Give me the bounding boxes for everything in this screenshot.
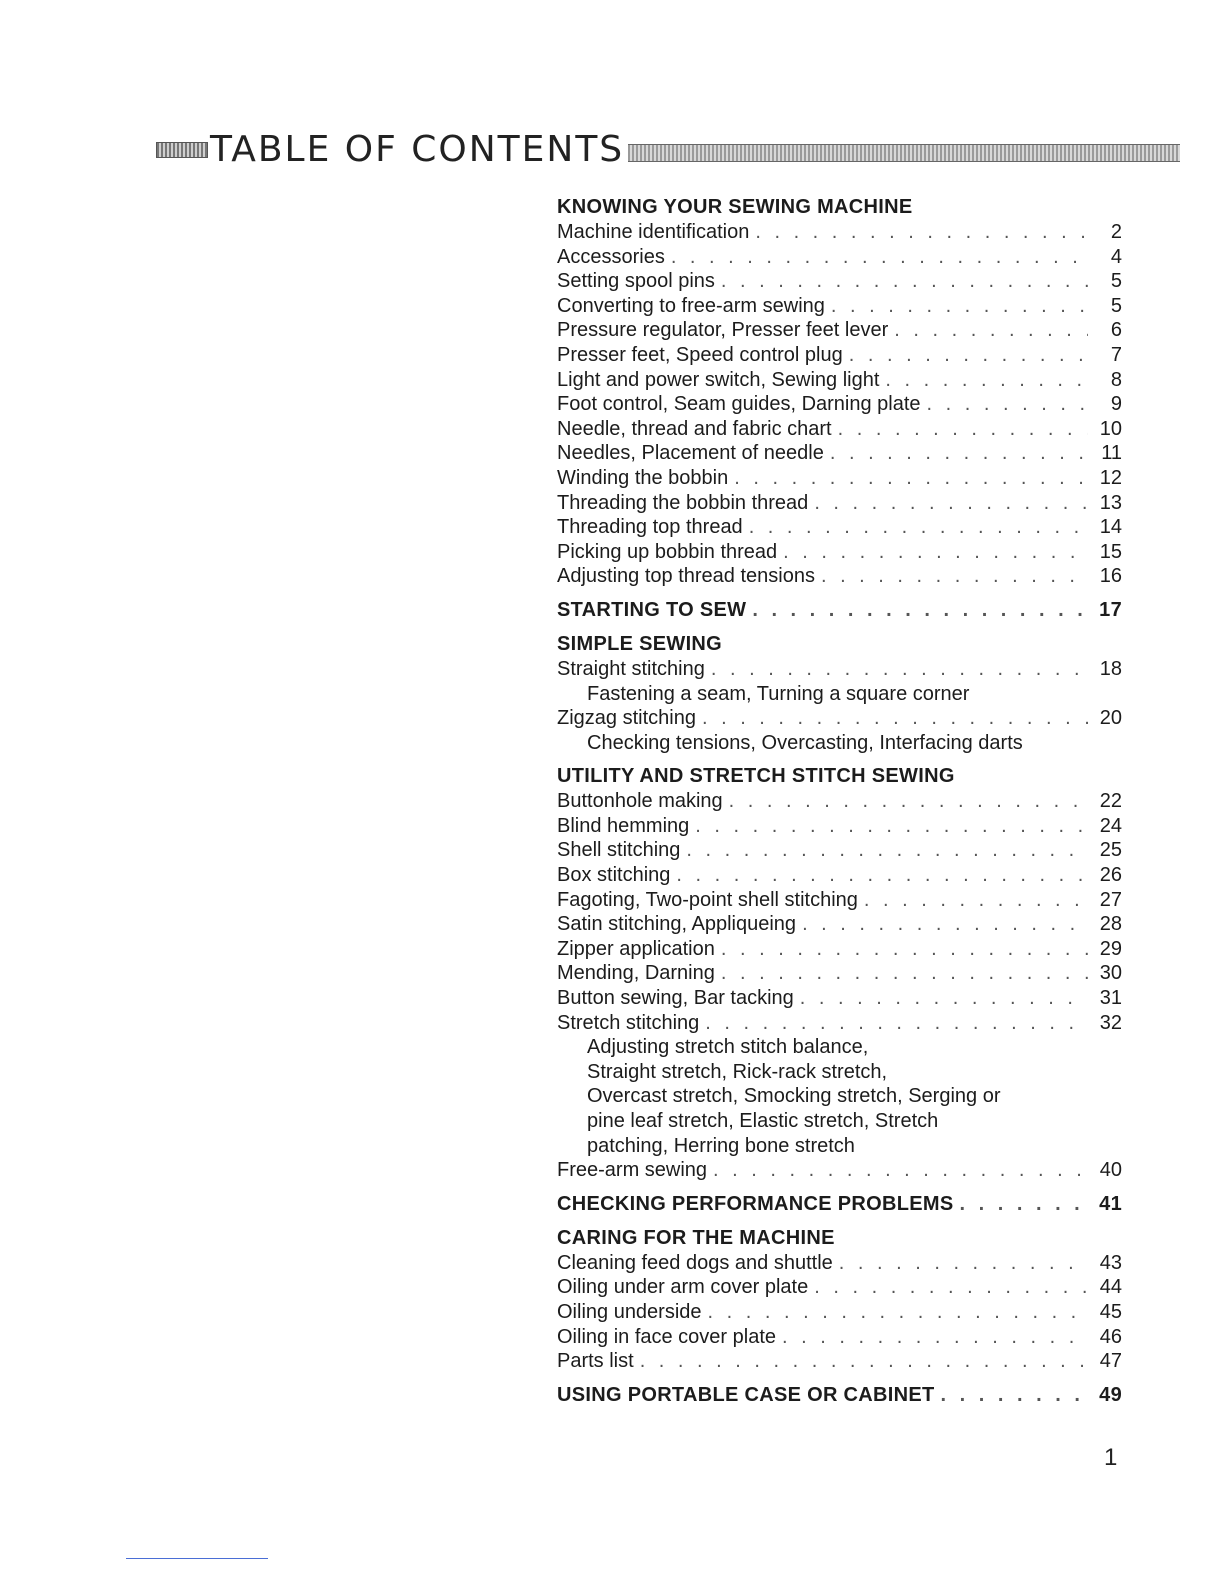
toc-section <box>557 764 1122 1183</box>
toc-page-number: 49 <box>1099 1383 1122 1406</box>
toc-entry[interactable] <box>557 961 1122 986</box>
toc-entry[interactable] <box>557 368 1122 393</box>
toc-entry-label: Oiling under arm cover plate <box>557 1276 809 1299</box>
toc-entry[interactable] <box>557 706 1122 731</box>
dot-leader <box>702 706 1088 731</box>
toc-entry[interactable] <box>557 392 1122 417</box>
dot-leader <box>711 657 1088 682</box>
toc-entry-label: Free-arm sewing <box>557 1159 708 1182</box>
dot-leader <box>927 392 1088 417</box>
page-title: TABLE OF CONTENTS <box>210 129 625 170</box>
toc-subentry: Adjusting stretch stitch balance, <box>587 1036 869 1059</box>
toc-entry[interactable] <box>557 515 1122 540</box>
toc-entry[interactable] <box>557 863 1122 888</box>
table-of-contents <box>557 195 1122 1417</box>
toc-entry[interactable] <box>557 986 1122 1011</box>
toc-entry-label: Satin stitching, Appliqueing <box>557 913 797 936</box>
toc-section <box>557 598 1122 623</box>
toc-section-heading: KNOWING YOUR SEWING MACHINE <box>557 196 913 218</box>
toc-page-number: 12 <box>1099 466 1122 489</box>
toc-entry-label: Presser feet, Speed control plug <box>557 343 843 366</box>
toc-section-heading: CARING FOR THE MACHINE <box>557 1226 835 1249</box>
toc-page-number: 16 <box>1099 565 1122 588</box>
toc-section <box>557 1226 1122 1374</box>
toc-page-number: 13 <box>1099 491 1122 514</box>
toc-entry[interactable] <box>557 888 1122 913</box>
toc-entry-label: Needle, thread and fabric chart <box>557 417 832 440</box>
toc-page-number: 41 <box>1099 1192 1122 1215</box>
toc-page-number: 46 <box>1099 1325 1122 1348</box>
dot-leader <box>752 598 1088 623</box>
toc-entry[interactable] <box>557 441 1122 466</box>
dot-leader <box>800 986 1088 1011</box>
toc-page-number: 26 <box>1099 864 1122 887</box>
toc-heading-label: STARTING TO SEW <box>557 598 747 621</box>
dot-leader <box>721 961 1088 986</box>
toc-entry[interactable] <box>557 912 1122 937</box>
toc-entry-label: Threading the bobbin thread <box>557 491 809 514</box>
toc-entry[interactable] <box>557 937 1122 962</box>
toc-entry-label: Zipper application <box>557 937 715 960</box>
toc-page-number: 18 <box>1099 657 1122 680</box>
toc-subentry: Checking tensions, Overcasting, Interfacing darts <box>587 731 1023 754</box>
toc-page-number: 22 <box>1099 790 1122 813</box>
dot-leader <box>755 220 1088 245</box>
toc-entry-label: Parts list <box>557 1350 634 1373</box>
toc-heading-entry[interactable] <box>557 1192 1122 1217</box>
toc-section-heading: UTILITY AND STRETCH STITCH SEWING <box>557 765 955 788</box>
title-decor-left <box>156 142 208 158</box>
toc-page-number: 29 <box>1099 937 1122 960</box>
dot-leader <box>640 1349 1088 1374</box>
toc-entry[interactable] <box>557 269 1122 294</box>
toc-section <box>557 1383 1122 1408</box>
dot-leader <box>783 540 1088 565</box>
dot-leader <box>849 343 1088 368</box>
toc-entry[interactable] <box>557 466 1122 491</box>
dot-leader <box>831 294 1088 319</box>
toc-entry-label: Light and power switch, Sewing light <box>557 368 880 391</box>
toc-page-number: 5 <box>1110 294 1122 317</box>
toc-entry-label: Needles, Placement of needle <box>557 442 824 465</box>
toc-entry-label: Box stitching <box>557 864 671 887</box>
toc-entry[interactable] <box>557 789 1122 814</box>
toc-entry-label: Zigzag stitching <box>557 707 696 730</box>
dot-leader <box>814 491 1088 516</box>
toc-section <box>557 632 1122 755</box>
toc-entry[interactable] <box>557 540 1122 565</box>
toc-entry-label: Machine identification <box>557 221 750 243</box>
dot-leader <box>686 838 1088 863</box>
dot-leader <box>864 888 1088 913</box>
toc-entry[interactable] <box>557 343 1122 368</box>
toc-entry[interactable] <box>557 838 1122 863</box>
toc-heading-entry[interactable] <box>557 1383 1122 1408</box>
toc-entry-label: Threading top thread <box>557 516 743 539</box>
toc-subentry: Straight stretch, Rick-rack stretch, <box>587 1060 888 1083</box>
toc-page-number: 15 <box>1099 540 1122 563</box>
toc-page-number: 30 <box>1099 962 1122 985</box>
footer-rule <box>126 1558 268 1559</box>
toc-page-number: 14 <box>1099 516 1122 539</box>
toc-entry-label: Fagoting, Two-point shell stitching <box>557 888 858 911</box>
toc-entry-label: Picking up bobbin thread <box>557 540 778 563</box>
toc-entry-label: Winding the bobbin <box>557 466 729 489</box>
toc-entry[interactable] <box>557 318 1122 343</box>
toc-heading-label: USING PORTABLE CASE OR CABINET <box>557 1383 935 1406</box>
toc-page-number: 8 <box>1110 368 1122 391</box>
toc-subentry: Fastening a seam, Turning a square corner <box>587 682 970 705</box>
dot-leader <box>676 863 1088 888</box>
toc-entry-label: Stretch stitching <box>557 1011 700 1034</box>
toc-subentry: patching, Herring bone stretch <box>587 1134 855 1157</box>
toc-entry[interactable] <box>557 1300 1122 1325</box>
dot-leader <box>705 1011 1088 1036</box>
toc-page-number: 7 <box>1110 343 1122 366</box>
toc-section <box>557 1192 1122 1217</box>
toc-entry[interactable] <box>557 1251 1122 1276</box>
toc-heading-entry[interactable] <box>557 598 1122 623</box>
toc-entry-label: Straight stitching <box>557 657 705 680</box>
toc-page-number: 44 <box>1099 1276 1122 1299</box>
toc-entry-label: Cleaning feed dogs and shuttle <box>557 1251 833 1274</box>
page-number: 1 <box>1104 1444 1118 1471</box>
toc-entry-label: Buttonhole making <box>557 790 723 813</box>
toc-page-number: 5 <box>1110 270 1122 293</box>
toc-section-heading: SIMPLE SEWING <box>557 632 723 655</box>
dot-leader <box>721 937 1088 962</box>
toc-entry-label: Pressure regulator, Presser feet lever <box>557 319 889 342</box>
dot-leader <box>838 417 1088 442</box>
toc-entry-label: Adjusting top thread tensions <box>557 565 815 588</box>
toc-entry[interactable] <box>557 814 1122 839</box>
toc-entry[interactable] <box>557 564 1122 589</box>
toc-entry[interactable] <box>557 417 1122 442</box>
dot-leader <box>830 441 1088 466</box>
toc-entry[interactable] <box>557 491 1122 516</box>
toc-entry-label: Blind hemming <box>557 814 690 837</box>
toc-page-number: 4 <box>1110 245 1122 268</box>
toc-page-number: 11 <box>1101 442 1122 465</box>
toc-page-number: 32 <box>1099 1011 1122 1034</box>
toc-page-number: 45 <box>1099 1300 1122 1323</box>
toc-page-number: 43 <box>1099 1251 1122 1274</box>
toc-page-number: 28 <box>1099 913 1122 936</box>
dot-leader <box>749 515 1088 540</box>
dot-leader <box>713 1158 1088 1183</box>
toc-entry[interactable] <box>557 657 1122 682</box>
dot-leader <box>941 1383 1088 1408</box>
toc-page-number: 31 <box>1099 987 1122 1010</box>
dot-leader <box>960 1192 1089 1217</box>
toc-section <box>557 195 1122 589</box>
toc-entry[interactable] <box>557 1325 1122 1350</box>
dot-leader <box>839 1251 1088 1276</box>
toc-entry-label: Button sewing, Bar tacking <box>557 987 794 1010</box>
toc-entry[interactable] <box>557 1158 1122 1183</box>
toc-subentry: pine leaf stretch, Elastic stretch, Stretch <box>587 1110 939 1132</box>
title-decor-right <box>628 144 1180 162</box>
toc-page-number: 27 <box>1099 888 1122 911</box>
dot-leader <box>885 368 1088 393</box>
dot-leader <box>894 318 1088 343</box>
toc-entry[interactable] <box>557 1011 1122 1036</box>
toc-page-number: 6 <box>1110 319 1122 342</box>
toc-page-number: 47 <box>1099 1350 1122 1373</box>
dot-leader <box>729 789 1088 814</box>
toc-entry-label: Oiling underside <box>557 1300 702 1323</box>
toc-page-number: 40 <box>1099 1159 1122 1182</box>
toc-entry[interactable] <box>557 294 1122 319</box>
toc-page-number: 17 <box>1099 598 1122 621</box>
dot-leader <box>782 1325 1088 1350</box>
title-row <box>156 128 1180 172</box>
toc-entry-label: Shell stitching <box>557 839 681 862</box>
toc-entry-label: Mending, Darning <box>557 962 715 985</box>
toc-heading-label: CHECKING PERFORMANCE PROBLEMS <box>557 1192 954 1215</box>
toc-subentry: Overcast stretch, Smocking stretch, Serging or <box>587 1085 1001 1108</box>
toc-entry[interactable] <box>557 245 1122 270</box>
toc-page-number: 24 <box>1099 814 1122 837</box>
toc-page-number: 9 <box>1110 393 1122 416</box>
dot-leader <box>695 814 1088 839</box>
toc-entry[interactable] <box>557 1275 1122 1300</box>
dot-leader <box>721 269 1088 294</box>
toc-page-number: 20 <box>1099 707 1122 730</box>
toc-page-number: 10 <box>1099 417 1122 440</box>
toc-entry-label: Oiling in face cover plate <box>557 1325 777 1348</box>
dot-leader <box>821 564 1088 589</box>
toc-page-number: 25 <box>1099 839 1122 862</box>
dot-leader <box>802 912 1088 937</box>
dot-leader <box>708 1300 1088 1325</box>
toc-page-number: 2 <box>1110 221 1122 243</box>
toc-entry[interactable] <box>557 1349 1122 1374</box>
dot-leader <box>814 1275 1088 1300</box>
dot-leader <box>671 245 1088 270</box>
dot-leader <box>734 466 1088 491</box>
toc-entry[interactable] <box>557 220 1122 245</box>
toc-entry-label: Foot control, Seam guides, Darning plate <box>557 393 921 416</box>
toc-entry-label: Accessories <box>557 245 665 268</box>
toc-entry-label: Converting to free-arm sewing <box>557 294 825 317</box>
toc-entry-label: Setting spool pins <box>557 270 715 293</box>
